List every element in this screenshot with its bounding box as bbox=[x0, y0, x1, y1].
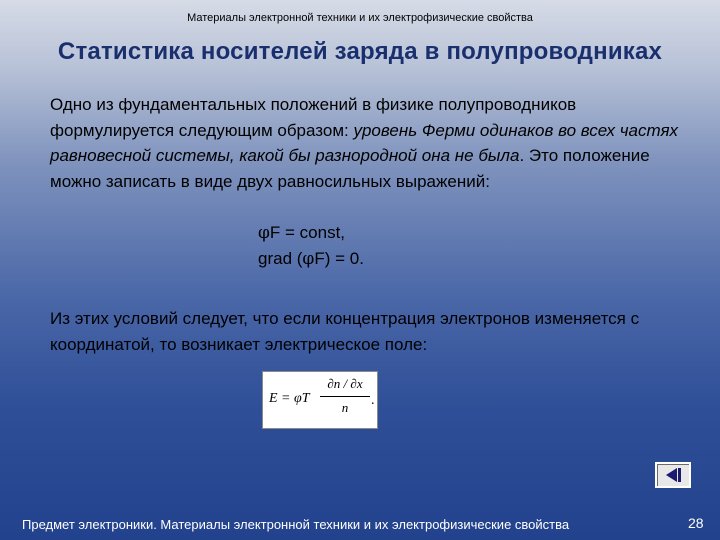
formula-line-1 bbox=[258, 220, 364, 246]
slide-footer: Предмет электроники. Материалы электронной техники и их электрофизические свойства bbox=[22, 517, 570, 532]
equation-denominator: n bbox=[341, 400, 349, 415]
equation-numerator: ∂n / ∂x bbox=[327, 376, 363, 391]
paragraph-part-1: Одно из фундаментальных положений в физике полупроводников формулируется следующим образом: bbox=[50, 95, 577, 140]
first-slide-button[interactable] bbox=[655, 462, 691, 488]
electric-field-equation bbox=[262, 371, 378, 429]
equation-fraction bbox=[320, 376, 370, 416]
formula-block bbox=[258, 220, 364, 272]
paragraph-part-2: . Это положение можно записать в виде двух равносильных выражений: bbox=[50, 146, 650, 191]
formula-1-text: F = const, bbox=[269, 223, 346, 242]
formula-2-suffix: F) = 0. bbox=[314, 249, 364, 268]
formula-line-2 bbox=[258, 246, 364, 272]
phi-symbol: φ bbox=[302, 249, 315, 269]
paragraph-fermi-level bbox=[50, 92, 690, 194]
phi-symbol: φ bbox=[258, 223, 270, 243]
formula-2-prefix: grad ( bbox=[258, 249, 303, 268]
equation-trailing-period: . bbox=[371, 393, 375, 408]
paragraph-electric-field: Из этих условий следует, что если концентрация электронов изменяется с координатой, то возникает электрическое поле: bbox=[50, 309, 640, 354]
first-slide-icon bbox=[661, 466, 685, 484]
slide-header: Материалы электронной техники и их электрофизические свойства bbox=[187, 12, 533, 24]
slide-title: Статистика носителей заряда в полупроводниках bbox=[57, 38, 663, 65]
paragraph-italic-statement: уровень Ферми одинаков во всех частях равновесной системы, какой бы разнородной она не была bbox=[50, 120, 679, 165]
fraction-bar bbox=[320, 396, 370, 397]
equation-lhs: E = φT bbox=[269, 391, 310, 406]
page-number: 28 bbox=[688, 515, 704, 531]
